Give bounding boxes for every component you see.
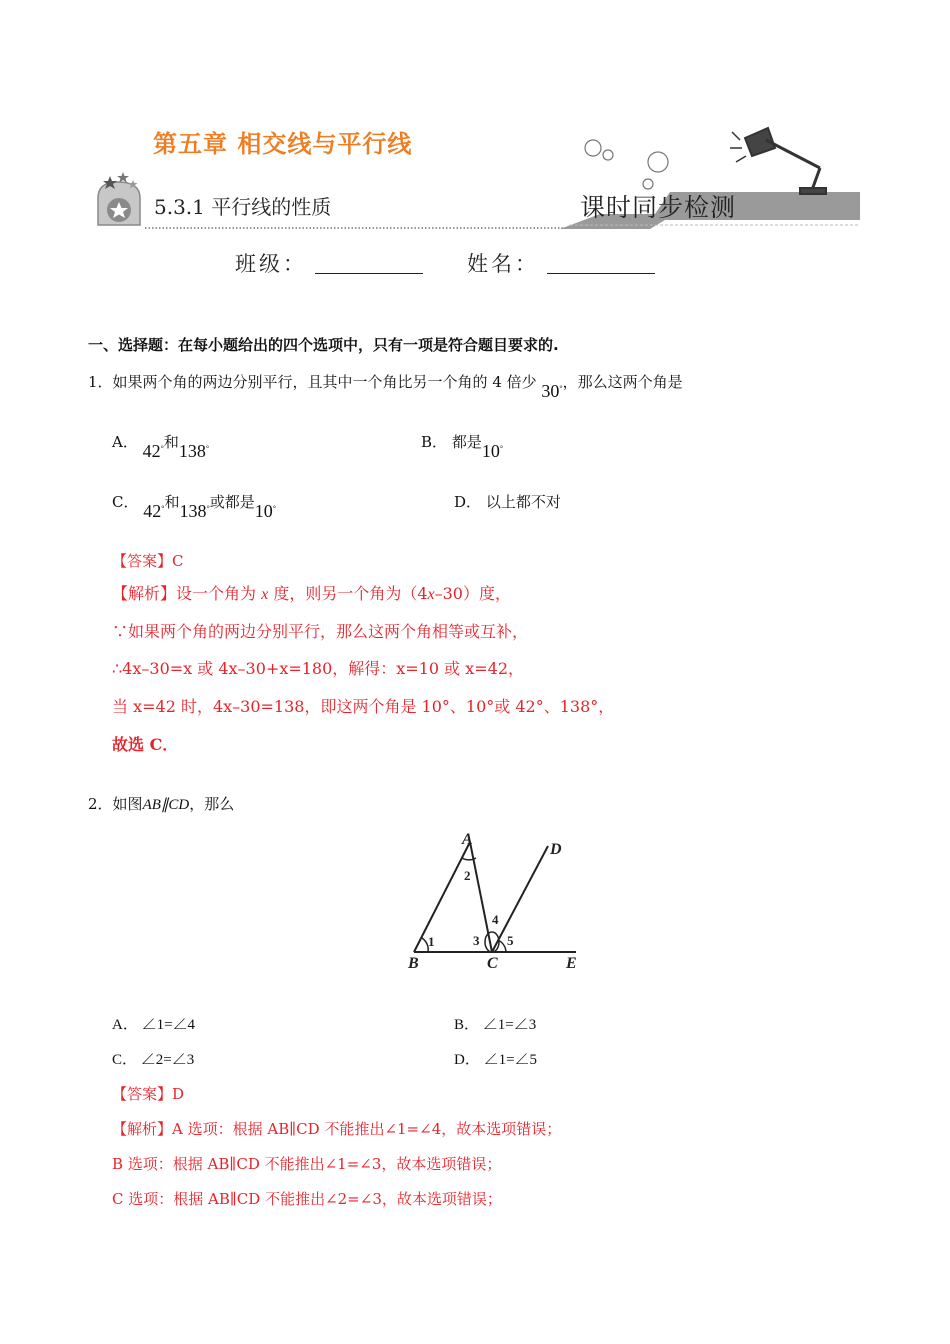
q2-option-c[interactable]: C． ∠2=∠3 xyxy=(112,1052,195,1068)
question-1-stem xyxy=(88,371,683,401)
label-B: B xyxy=(408,955,419,972)
class-blank[interactable] xyxy=(315,253,423,274)
lamp-icon xyxy=(730,128,826,194)
q2-option-a[interactable]: A． ∠1=∠4 xyxy=(112,1017,196,1033)
question-number: 1． xyxy=(88,373,113,391)
section-title: 5.3.1 平行线的性质 xyxy=(154,195,332,219)
q1-analysis-line: 当 x=42 时，4x–30=138，即这两个角是 10°、10°或 42°、138°， xyxy=(112,697,615,716)
class-label: 班级： xyxy=(235,252,307,276)
question-text: ，那么这两个角是 xyxy=(562,373,683,391)
question-2-stem: 2．如图AB∥CD，那么 xyxy=(88,795,235,813)
q2-option-d[interactable]: D． ∠1=∠5 xyxy=(454,1052,538,1068)
angle-label-1: 1 xyxy=(428,934,435,949)
chapter-title: 第五章 相交线与平行线 xyxy=(153,130,413,158)
label-E: E xyxy=(566,955,577,972)
question-number: 2． xyxy=(88,795,113,813)
class-field xyxy=(235,248,423,278)
name-blank[interactable] xyxy=(547,253,655,274)
q2-option-b[interactable]: B． ∠1=∠3 xyxy=(454,1017,537,1033)
q1-option-b[interactable]: B． 都是10° xyxy=(421,433,504,461)
label-C: C xyxy=(487,955,498,972)
q1-analysis-line: ∴4x–30=x 或 4x–30+x=180，解得：x=10 或 x=42， xyxy=(112,659,525,678)
name-field xyxy=(467,248,655,278)
name-label: 姓名： xyxy=(467,252,539,276)
angle-label-4: 4 xyxy=(492,912,499,927)
q2-analysis-line: B 选项：根据 AB∥CD 不能推出∠1=∠3，故本选项错误； xyxy=(112,1155,502,1173)
q1-analysis-line: 故选 C． xyxy=(112,735,179,754)
q2-analysis-line: 【解析】A 选项：根据 AB∥CD 不能推出∠1=∠4，故本选项错误； xyxy=(112,1120,562,1138)
q1-analysis-line: 【解析】设一个角为 x 度，则另一个角为（4x–30）度， xyxy=(112,584,511,603)
section-instructions: 一、选择题：在每小题给出的四个选项中，只有一项是符合题目要求的. xyxy=(88,336,559,354)
angle-label-3: 3 xyxy=(473,933,480,948)
angle-label-2: 2 xyxy=(464,868,471,883)
q1-option-d[interactable]: D． 以上都不对 xyxy=(454,493,561,511)
banner-label: 课时同步检测 xyxy=(580,193,737,222)
badge-icon xyxy=(98,172,140,225)
angle-label-5: 5 xyxy=(507,933,514,948)
label-D: D xyxy=(550,841,562,858)
q1-answer: 【答案】C xyxy=(112,552,184,570)
geometry-figure xyxy=(400,828,590,978)
question-text: 如果两个角的两边分别平行，且其中一个角比另一个角的 4 倍少 xyxy=(112,373,537,391)
q1-analysis-line: ∵如果两个角的两边分别平行，那么这两个角相等或互补， xyxy=(112,622,529,641)
q2-answer: 【答案】D xyxy=(112,1085,185,1103)
q1-option-c[interactable]: C． 42°和138°或都是10° xyxy=(112,493,276,521)
label-A: A xyxy=(462,831,473,848)
angle-value: 30° xyxy=(541,381,563,401)
q1-option-a[interactable]: A． 42°和138° xyxy=(112,433,210,461)
q2-analysis-line: C 选项：根据 AB∥CD 不能推出∠2=∠3，故本选项错误； xyxy=(112,1190,502,1208)
